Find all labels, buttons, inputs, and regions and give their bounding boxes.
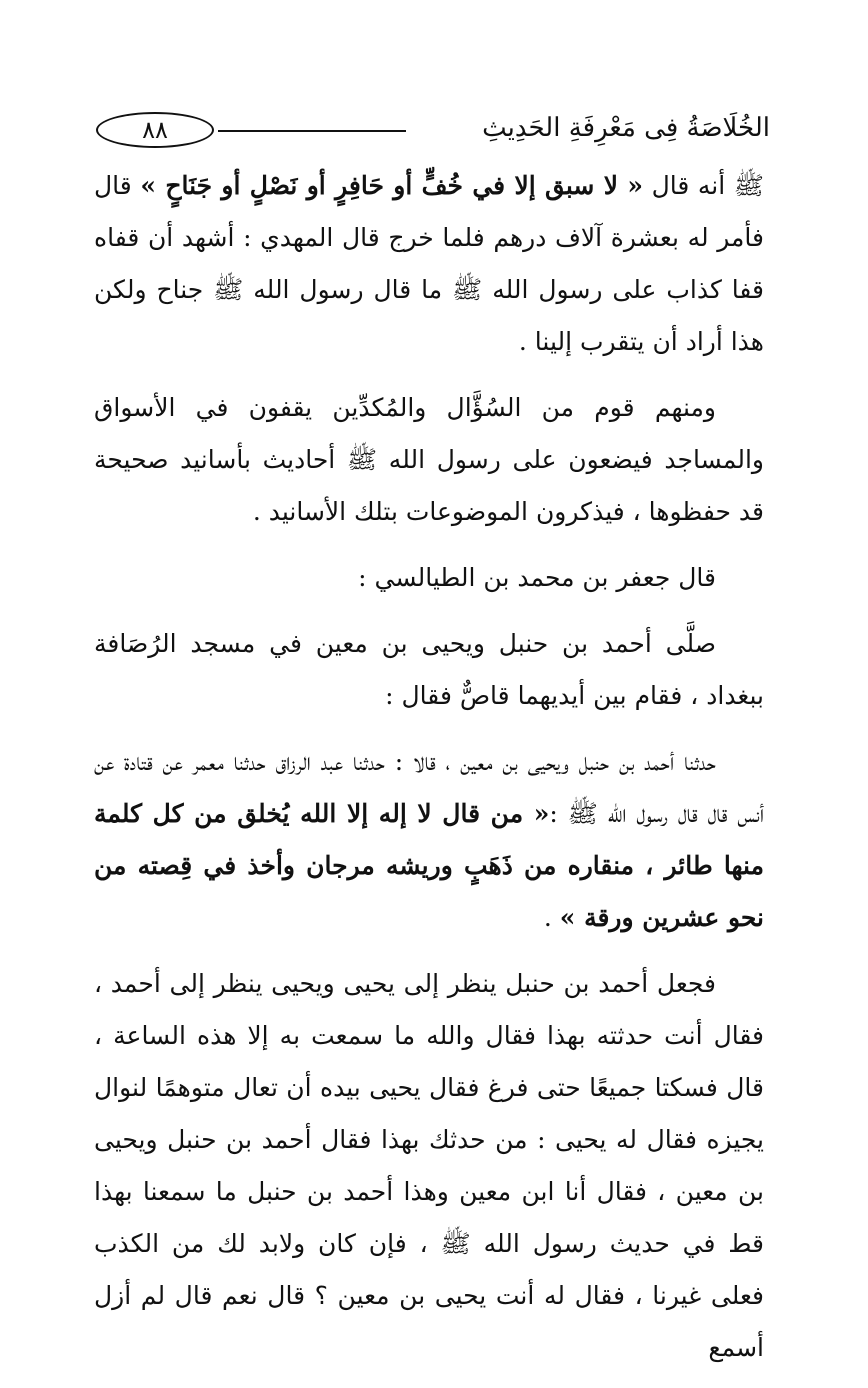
paragraph-text: قال فأمر له بعشرة آلاف درهم فلما خرج قال المهدي : أشهد أن قفاه قفا كذاب على رسول الله ﷺ ما قال رسول الله ﷺ جناح ولكن هذا أراد أن يتقرب إلينا .: [94, 171, 764, 356]
paragraph: صلَّى أحمد بن حنبل ويحيى بن معين في مسجد الرُصَافة ببغداد ، فقام بين أيديهما قاصٌّ فقال :: [94, 629, 764, 710]
hadith-quote: « من قال لا إله إلا الله يُخلق من كل كلمة منها طائر ، منقاره من ذَهَبٍ وريشه مرجان وأخذ في قِصته من نحو عشرين ورقة »: [94, 799, 764, 932]
paragraph-text: .: [543, 903, 560, 932]
paragraph: [94, 736, 764, 944]
page-body: [94, 160, 764, 1388]
paragraph: قال جعفر بن محمد بن الطيالسي :: [358, 563, 716, 592]
paragraph: فجعل أحمد بن حنبل ينظر إلى يحيى ويحيى ينظر إلى أحمد ، فقال أنت حدثته بهذا فقال والله ما سمعت به إلا هذه الساعة ، قال فسكتا جميعًا حتى فرغ فقال يحيى بيده أن تعال متوهمًا لنوال يجيزه فقال له يحيى : من حدثك بهذا فقال أحمد بن حنبل ويحيى بن معين ، فقال أنا ابن معين وهذا أحمد بن حنبل ما سمعنا بهذا قط في حديث رسول الله ﷺ ، فإن كان ولابد لك من الكذب فعلى غيرنا ، فقال له أنت يحيى بن معين ؟ قال نعم قال لم أزل أسمع: [94, 969, 764, 1362]
page-number: ٨٨: [96, 112, 214, 148]
hadith-quote: « لا سبق إلا في خُفٍّ أو حَافِرٍ أو نَصْلٍ أو جَنَاحٍ »: [140, 171, 643, 200]
page-header: [96, 108, 770, 152]
paragraph-text: ﷺ أنه قال: [642, 171, 764, 200]
running-title: الخُلَاصَةُ فِى مَعْرِفَةِ الحَدِيثِ: [482, 113, 770, 143]
paragraph: ومنهم قوم من السُؤَّال والمُكدِّين يقفون في الأسواق والمساجد فيضعون على رسول الله ﷺ أحاديث بأسانيد صحيحة قد حفظوها ، فيذكرون الموضوعات بتلك الأسانيد .: [94, 393, 764, 526]
paragraph: [94, 160, 764, 368]
paragraph-text: حدثنا أحمد بن حنبل ويحيى بن معين ، قالا : حدثنا عبد الرزاق حدثنا معمر عن قتادة عن أنس قال قال رسول الله ﷺ :: [94, 747, 764, 828]
header-rule: [218, 130, 406, 132]
